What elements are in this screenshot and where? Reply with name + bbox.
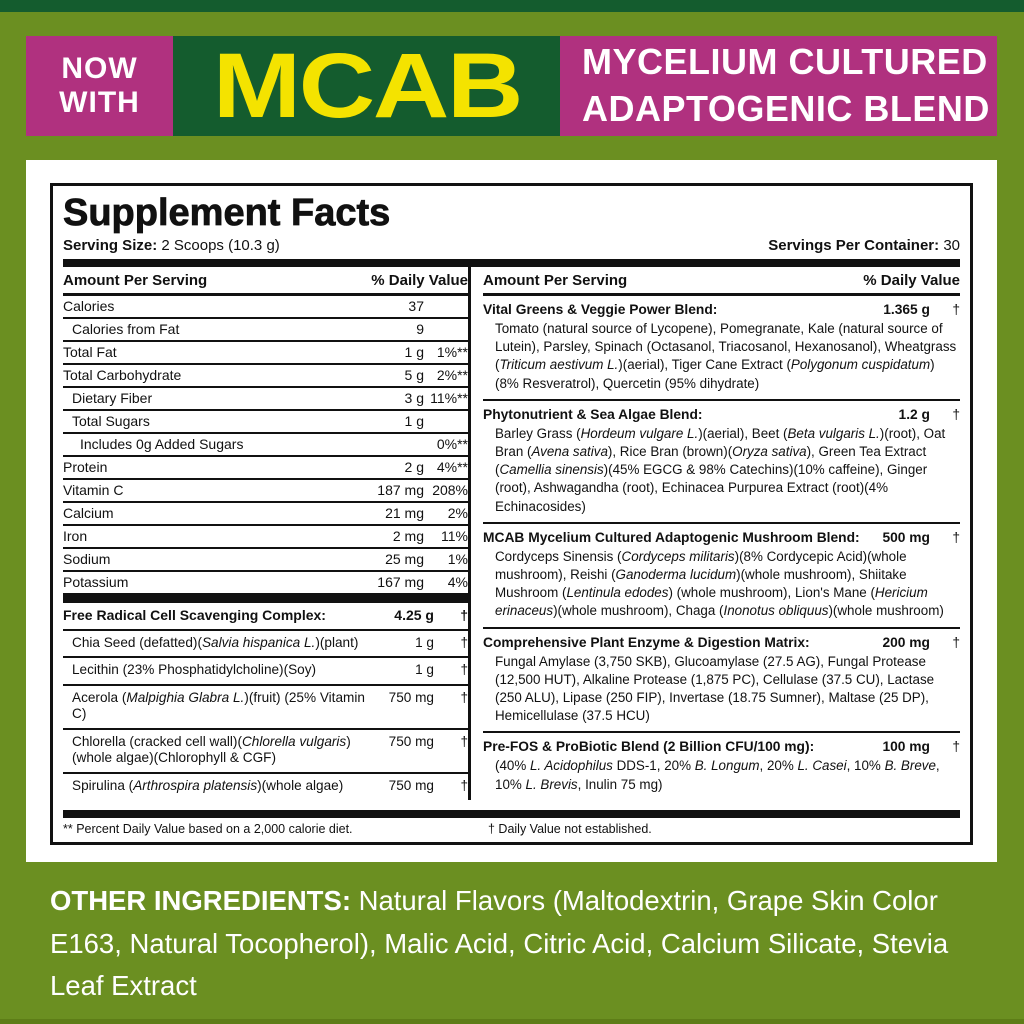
- nutrient-row: [63, 411, 468, 434]
- nutrient-row-amount: 37: [408, 298, 424, 314]
- blend-amount: 200 mg: [882, 634, 930, 650]
- amount-per-serving-header: Amount Per Serving: [483, 272, 628, 289]
- complex-row-amount: 750 mg: [388, 733, 434, 749]
- complex-row-name: Chlorella (cracked cell wall)(Chlorella vulgaris) (whole algae)(Chlorophyll & CGF): [72, 733, 351, 765]
- footnote-daily-value: ** Percent Daily Value based on a 2,000 calorie diet.: [63, 822, 353, 836]
- nutrient-row-dv: 2%**: [436, 367, 468, 383]
- nutrient-row-amount: 9: [416, 321, 424, 337]
- nutrient-row-name: Vitamin C: [63, 482, 124, 498]
- nutrient-row-name: Calories from Fat: [72, 321, 180, 337]
- nutrient-row-name: Potassium: [63, 574, 129, 590]
- complex-row: [63, 686, 468, 730]
- blend-dv: †: [952, 302, 960, 317]
- supplement-facts-title: Supplement Facts: [63, 192, 391, 234]
- blend-row: [483, 296, 960, 401]
- nutrient-row-amount: 1 g: [404, 413, 424, 429]
- nutrient-row: [63, 434, 468, 457]
- nutrient-row-name: Calories: [63, 298, 115, 314]
- daily-value-header: % Daily Value: [371, 272, 468, 289]
- amount-per-serving-header: Amount Per Serving: [63, 272, 208, 289]
- supplement-panel: [26, 160, 997, 862]
- banner-mcab-box: [173, 36, 560, 136]
- other-ingredients-label: OTHER INGREDIENTS:: [50, 885, 351, 916]
- supplement-facts-box: [50, 183, 973, 845]
- footnote-row: [63, 818, 960, 839]
- blend-name: MCAB Mycelium Cultured Adaptogenic Mushroom Blend:: [483, 529, 860, 545]
- banner-subtitle: [560, 36, 997, 136]
- blend-row: [483, 629, 960, 734]
- nutrient-row-dv: 4%**: [436, 459, 468, 475]
- nutrient-row-dv: 1%**: [436, 344, 468, 360]
- complex-row-amount: 750 mg: [388, 689, 434, 705]
- banner-subtitle-line1: MYCELIUM CULTURED: [582, 41, 988, 83]
- blend-header: [483, 301, 960, 318]
- nutrient-row-name: Sodium: [63, 551, 111, 567]
- blend-description: Barley Grass (Hordeum vulgare L.)(aerial), Beet (Beta vulgaris L.)(root), Oat Bran (Avena sativa), Rice Bran (brown)(Oryza sativa), Green Tea Extract (Camellia sinensis)(45% EGCG & 98% Catechins)(10% caffeine), Ginger (root), Ashwagandha (root), Echinacea Purpurea Extract (root)(4% Echinacosides): [495, 425, 946, 514]
- complex-section: [63, 603, 468, 799]
- blend-description: Fungal Amylase (3,750 SKB), Glucoamylase (27.5 AG), Fungal Protease (12,500 HUT), Alkaline Protease (1,875 PC), Cellulase (37.5 CU), Lactase (250 ALU), Lipase (250 FIP), Invertase (18.75 Sumner), Maltase (25 DP), Hemicellulase (37.5 HCU): [495, 653, 935, 724]
- nutrient-row: [63, 319, 468, 342]
- bottom-green-strip: [0, 1019, 1024, 1024]
- nutrient-row: [63, 296, 468, 319]
- serving-size-label: Serving Size:: [63, 237, 158, 254]
- blend-amount: 1.365 g: [883, 302, 930, 317]
- nutrient-row-amount: 25 mg: [385, 551, 424, 567]
- blend-amount: 500 mg: [882, 529, 930, 545]
- blend-dv: †: [952, 406, 960, 422]
- top-green-strip: [0, 0, 1024, 12]
- servings-label: Servings Per Container:: [768, 237, 940, 254]
- complex-header-row-dv: †: [460, 607, 468, 623]
- blend-name: Pre-FOS & ProBiotic Blend (2 Billion CFU/100 mg):: [483, 739, 815, 755]
- other-ingredients: [50, 880, 1000, 1008]
- banner-now-with: [26, 36, 173, 136]
- nutrient-row-dv: 0%**: [436, 436, 468, 452]
- header-divider-bar: [63, 259, 960, 267]
- nutrient-row-name: Dietary Fiber: [72, 390, 153, 406]
- serving-size: [63, 237, 280, 254]
- right-column-header: [483, 267, 960, 296]
- nutrient-row: [63, 572, 468, 595]
- nutrient-row-name: Calcium: [63, 505, 114, 521]
- nutrient-row: [63, 526, 468, 549]
- nutrient-row-dv: 11%: [441, 528, 468, 544]
- complex-row: [63, 774, 468, 800]
- nutrient-row: [63, 388, 468, 411]
- banner-subtitle-line2: ADAPTOGENIC BLEND: [582, 88, 990, 129]
- nutrient-row: [63, 549, 468, 572]
- nutrient-row-name: Total Fat: [63, 344, 117, 360]
- complex-header-row-name: Free Radical Cell Scavenging Complex:: [63, 607, 326, 623]
- nutrient-row-dv: 4%: [447, 574, 468, 590]
- complex-row: [63, 631, 468, 659]
- complex-row-name: Spirulina (Arthrospira platensis)(whole algae): [72, 777, 344, 793]
- facts-columns: [63, 267, 960, 800]
- nutrient-row-name: Total Sugars: [72, 413, 150, 429]
- nutrient-row-name: Iron: [63, 528, 88, 544]
- nutrient-row: [63, 457, 468, 480]
- blend-row: [483, 733, 960, 799]
- nutrient-row-name: Protein: [63, 459, 108, 475]
- mcab-banner: [26, 36, 997, 136]
- complex-row-name: Acerola (Malpighia Glabra L.)(fruit) (25% Vitamin C): [72, 689, 365, 721]
- servings-per-container: [768, 237, 960, 254]
- footnote-divider-bar: [63, 810, 960, 818]
- blend-row: [483, 524, 960, 629]
- banner-now-line2: WITH: [59, 86, 140, 119]
- blend-dv: †: [952, 739, 960, 755]
- complex-row-amount: 1 g: [415, 662, 434, 677]
- nutrient-row-amount: 2 g: [404, 459, 424, 475]
- banner-now-line1: NOW: [61, 51, 138, 85]
- blend-list: [483, 296, 960, 800]
- complex-row-dv: †: [460, 662, 468, 677]
- nutrient-row-dv: 1%: [447, 551, 468, 567]
- blend-amount: 100 mg: [882, 739, 930, 755]
- complex-row: [63, 730, 468, 774]
- nutrient-row-amount: 187 mg: [377, 482, 424, 498]
- blend-name: Phytonutrient & Sea Algae Blend:: [483, 406, 703, 422]
- nutrient-row-amount: 167 mg: [377, 574, 424, 590]
- blend-description: Tomato (natural source of Lycopene), Pomegranate, Kale (natural source of Lutein), Parsley, Spinach (Octasanol, Triacosanol, Hexanosanol), Wheatgrass (Triticum aestivum L.)(aerial), Tiger Cane Extract (Polygonum cuspidatum) (8% Resveratrol), Quercetin (95% dihydrate): [495, 321, 957, 391]
- blend-description: (40% L. Acidophilus DDS-1, 20% B. Longum, 20% L. Casei, 10% B. Breve, 10% L. Brevis, Inulin 75 mg): [495, 758, 940, 792]
- nutrient-row-dv: 11%**: [430, 390, 468, 406]
- blend-header: [483, 406, 960, 423]
- complex-row-amount: 1 g: [415, 634, 434, 650]
- blend-header: [483, 529, 960, 546]
- nutrient-row-amount: 5 g: [404, 367, 424, 383]
- footnote-dagger: † Daily Value not established.: [488, 822, 652, 836]
- left-column-header: [63, 267, 468, 296]
- nutrient-row-amount: 1 g: [404, 344, 424, 360]
- serving-info-row: [63, 237, 960, 254]
- complex-row-name: Chia Seed (defatted)(Salvia hispanica L.)(plant): [72, 634, 359, 650]
- complex-row-dv: †: [460, 777, 468, 793]
- daily-value-header: % Daily Value: [863, 272, 960, 289]
- other-ingredients-text: Natural Flavors (Maltodextrin, Grape Skin Color E163, Natural Tocopherol), Malic Acid, Citric Acid, Calcium Silicate, Stevia Leaf Extract: [50, 885, 949, 1002]
- nutrient-row-dv: 2%: [447, 505, 468, 521]
- complex-header-row: [63, 603, 468, 631]
- serving-size-value: 2 Scoops (10.3 g): [161, 237, 280, 254]
- nutrient-row: [63, 365, 468, 388]
- blend-name: Vital Greens & Veggie Power Blend:: [483, 302, 718, 317]
- blend-dv: †: [952, 529, 960, 545]
- banner-mcab-text: MCAB: [212, 35, 521, 137]
- nutrient-row-dv: 208%: [432, 482, 468, 498]
- complex-row-name: Lecithin (23% Phosphatidylcholine)(Soy): [72, 662, 317, 677]
- right-column: [471, 267, 960, 800]
- complex-row-dv: †: [460, 733, 468, 749]
- nutrient-row: [63, 342, 468, 365]
- nutrient-rows: [63, 296, 468, 595]
- nutrient-row-name: Includes 0g Added Sugars: [80, 436, 244, 452]
- complex-row-dv: †: [460, 689, 468, 705]
- complex-row-amount: 750 mg: [388, 777, 434, 793]
- nutrient-row-amount: 2 mg: [392, 528, 424, 544]
- nutrient-row-name: Total Carbohydrate: [63, 367, 182, 383]
- nutrient-row: [63, 480, 468, 503]
- blend-row: [483, 401, 960, 524]
- blend-amount: 1.2 g: [898, 406, 930, 422]
- footnote-area: [63, 810, 960, 839]
- blend-name: Comprehensive Plant Enzyme & Digestion Matrix:: [483, 634, 810, 650]
- blend-header: [483, 634, 960, 651]
- servings-value: 30: [943, 237, 960, 254]
- blend-description: Cordyceps Sinensis (Cordyceps militaris)(8% Cordycepic Acid)(whole mushroom), Reishi (Ganoderma lucidum)(whole mushroom), Shiitake Mushroom (Lentinula edodes) (whole mushroom), Lion's Mane (Hericium erinaceus)(whole mushroom), Chaga (Inonotus obliquus)(whole mushroom): [495, 548, 944, 619]
- complex-row-dv: †: [460, 634, 468, 650]
- nutrient-row-amount: 21 mg: [385, 505, 424, 521]
- complex-section-bar: [63, 595, 468, 603]
- blend-dv: †: [952, 634, 960, 650]
- complex-header-row-amount: 4.25 g: [394, 607, 434, 623]
- left-column: [63, 267, 468, 800]
- blend-header: [483, 738, 960, 755]
- nutrient-row-amount: 3 g: [404, 390, 424, 406]
- nutrient-row: [63, 503, 468, 526]
- complex-row: [63, 658, 468, 686]
